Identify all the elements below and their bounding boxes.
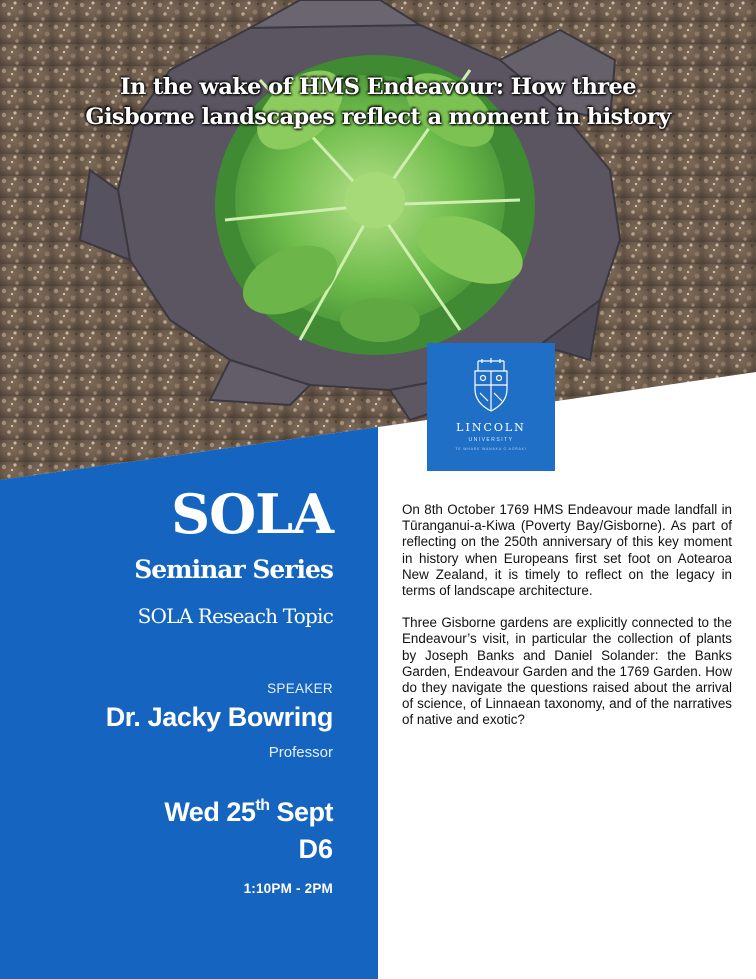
event-date xyxy=(164,797,333,828)
date-month: Sept xyxy=(276,797,333,827)
lincoln-logo xyxy=(427,343,555,471)
research-topic: SOLA Reseach Topic xyxy=(137,604,333,628)
abstract-paragraph-1: On 8th October 1769 HMS Endeavour made landfall in Tūranganui-a-Kiwa (Poverty Bay/Gisborne). As part of reflecting on the 250th anniversary of this key moment in history when Europeans first set foot on Aotearoa New Zealand, it is timely to reflect on the legacy in terms of landscape architecture. xyxy=(402,502,732,599)
headline-line-2: Gisborne landscapes reflect a moment in history xyxy=(85,104,671,130)
abstract xyxy=(402,502,732,745)
speaker-name: Dr. Jacky Bowring xyxy=(105,702,333,732)
lincoln-crest-icon xyxy=(472,357,510,413)
speaker-title: Professor xyxy=(268,744,333,761)
headline-line-1: In the wake of HMS Endeavour: How three xyxy=(120,74,636,100)
abstract-paragraph-2: Three Gisborne gardens are explicitly connected to the Endeavour’s visit, in particular the collection of plants by Joseph Banks and Daniel Solander: the Banks Garden, Endeavour Garden and the 1769 Garden. How do they navigate the questions raised about the arrival of science, of Linnaean taxonomy, and of the narratives of native and exotic? xyxy=(402,615,732,728)
speaker-label: SPEAKER xyxy=(267,681,333,696)
event-room: D6 xyxy=(298,834,333,864)
date-day: Wed 25 xyxy=(164,797,256,827)
headline xyxy=(20,72,736,132)
logo-wordmark: LINCOLN xyxy=(456,421,526,434)
series-title: SOLA xyxy=(171,482,333,546)
series-subtitle: Seminar Series xyxy=(134,555,333,584)
logo-tagline: TE WHARE WANAKA O AORAKI xyxy=(455,447,527,451)
event-time: 1:10PM - 2PM xyxy=(243,881,333,896)
date-suffix: th xyxy=(255,797,270,814)
logo-subword: UNIVERSITY xyxy=(468,437,514,443)
